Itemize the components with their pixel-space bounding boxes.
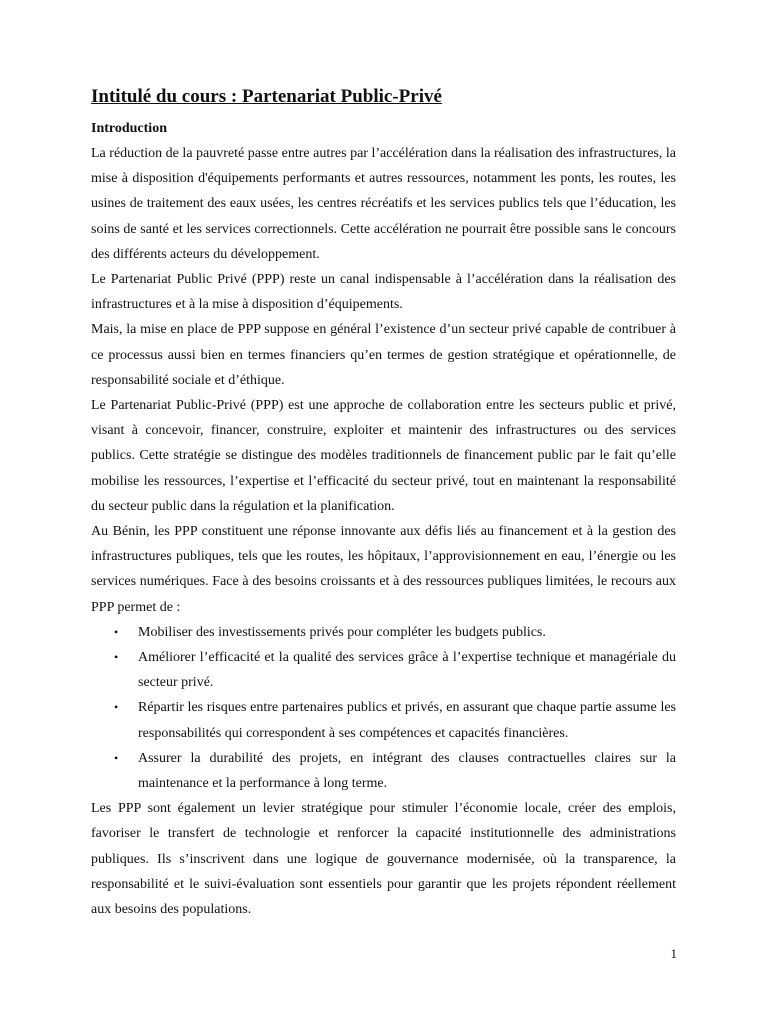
bullet-icon: •: [114, 650, 119, 665]
paragraph-intro-5: Au Bénin, les PPP constituent une réponse innovante aux défis liés au financement et à la gestion des infrastructures publiques, tels que les routes, les hôpitaux, l’approvisionnement en eau, l’énergie ou les services numériques. Face à des besoins croissants et à des ressources publiques limitées, le recours aux PPP permet de :: [91, 524, 676, 615]
section-heading-introduction: Introduction: [91, 121, 167, 136]
document-title: Intitulé du cours : Partenariat Public-Privé: [91, 86, 442, 107]
paragraph-intro-2: Le Partenariat Public Privé (PPP) reste un canal indispensable à l’accélération dans la réalisation des infrastructures et à la mise à disposition d’équipements.: [91, 272, 676, 313]
bullet-text: Assurer la durabilité des projets, en intégrant des clauses contractuelles claires sur la maintenance et la performance à long terme.: [138, 750, 676, 792]
bullet-text: Répartir les risques entre partenaires publics et privés, en assurant que chaque partie assume les responsabilités qui correspondent à ses compétences et capacités financières.: [138, 700, 676, 741]
bullet-list: [91, 620, 676, 796]
list-item: [91, 746, 676, 796]
list-item: [91, 645, 676, 695]
paragraph-intro-3: Mais, la mise en place de PPP suppose en général l’existence d’un secteur privé capable de contribuer à ce processus aussi bien en termes financiers qu’en termes de gestion stratégique et opérationnelle, de responsabilité sociale et d’éthique.: [91, 322, 676, 388]
bullet-icon: •: [114, 624, 119, 639]
bullet-icon: •: [114, 700, 119, 715]
page-number: 1: [670, 946, 677, 961]
paragraph-closing: Les PPP sont également un levier stratégique pour stimuler l’économie locale, créer des emplois, favoriser le transfert de technologie et renforcer la capacité institutionnelle des administrations publiques. Ils s’inscrivent dans une logique de gouvernance modernisée, où la transparence, la responsabilité et le suivi-évaluation sont essentiels pour garantir que les projets répondent réellement aux besoins des populations.: [91, 801, 676, 918]
paragraph-intro-1: La réduction de la pauvreté passe entre autres par l’accélération dans la réalisation des infrastructures, la mise à disposition d'équipements performants et autres ressources, notamment les ponts, les routes, les usines de traitement des eaux usées, les centres récréatifs et les services publics tels que l’éducation, les soins de santé et les services correctionnels. Cette accélération ne pourrait être possible sans le concours des différents acteurs du développement.: [91, 146, 676, 262]
bullet-icon: •: [114, 750, 119, 765]
paragraph-intro-4: Le Partenariat Public-Privé (PPP) est une approche de collaboration entre les secteurs public et privé, visant à concevoir, financer, construire, exploiter et maintenir des infrastructures ou des services publics. Cette stratégie se distingue des modèles traditionnels de financement public par le fait qu’elle mobilise les ressources, l’expertise et l’efficacité du secteur privé, tout en maintenant la responsabilité du secteur public dans la régulation et la planification.: [91, 398, 676, 514]
bullet-text: Mobiliser des investissements privés pour compléter les budgets publics.: [138, 624, 546, 640]
document-page: [91, 84, 676, 922]
list-item: [91, 620, 676, 645]
bullet-text: Améliorer l’efficacité et la qualité des services grâce à l’expertise technique et managériale du secteur privé.: [138, 650, 676, 691]
list-item: [91, 695, 676, 745]
